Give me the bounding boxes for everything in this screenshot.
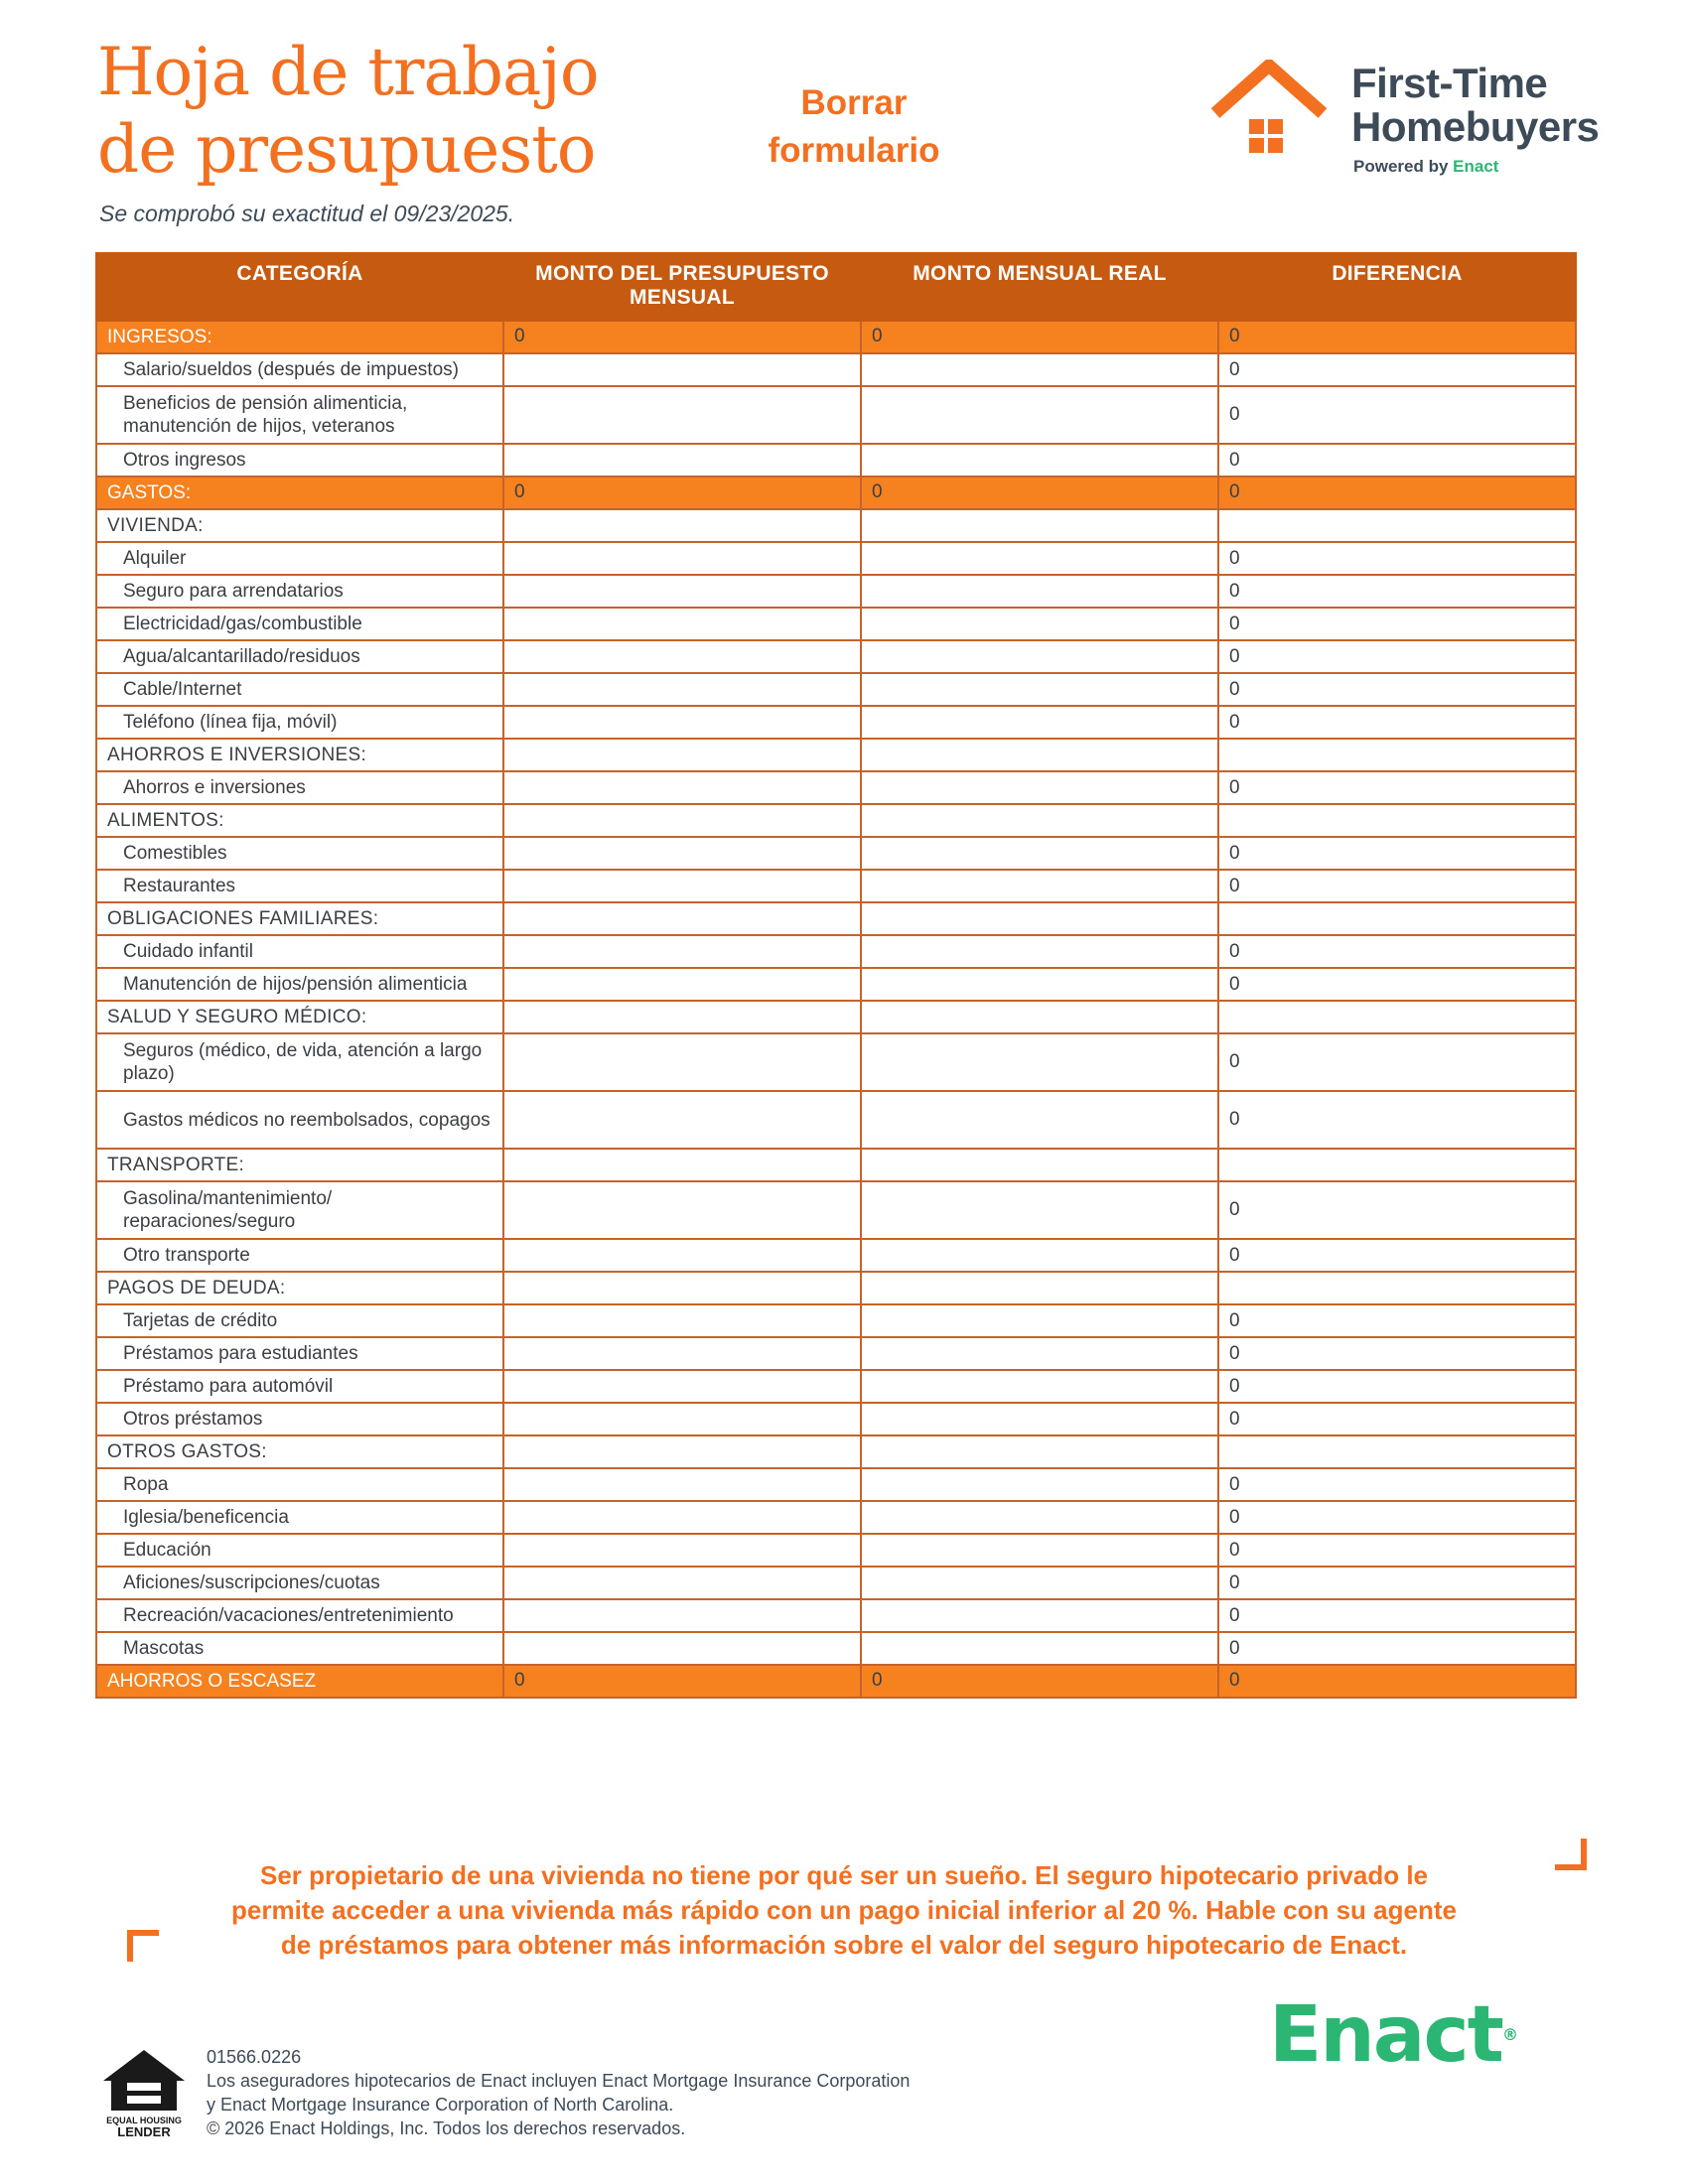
total-label: GASTOS:: [96, 477, 503, 509]
table-row: [96, 673, 1576, 706]
table-row: [96, 640, 1576, 673]
actual-cell[interactable]: [861, 1403, 1218, 1435]
difference-cell: 0: [1218, 575, 1576, 608]
table-row: [96, 1304, 1576, 1337]
section-label: OTROS GASTOS:: [96, 1435, 503, 1468]
table-row: [96, 968, 1576, 1001]
table-row: [96, 608, 1576, 640]
actual-cell[interactable]: [861, 935, 1218, 968]
table-row: [96, 1665, 1576, 1698]
table-row: [96, 1033, 1576, 1091]
row-label: Ahorros e inversiones: [96, 771, 503, 804]
table-row: [96, 706, 1576, 739]
promo-line-3: de préstamos para obtener más información sobre el valor del seguro hipotecario de Enact.: [280, 1930, 1408, 1960]
budget-cell[interactable]: [503, 1403, 861, 1435]
row-label: Beneficios de pensión alimenticia, manutención de hijos, veteranos: [96, 386, 503, 444]
row-label: Gastos médicos no reembolsados, copagos: [96, 1091, 503, 1149]
actual-cell: [861, 1001, 1218, 1033]
enact-logo-text: Enact: [1269, 1990, 1502, 2080]
budget-cell: 0: [503, 321, 861, 353]
actual-cell[interactable]: [861, 1091, 1218, 1149]
budget-cell: [503, 1435, 861, 1468]
table-row: [96, 1149, 1576, 1181]
budget-cell: [503, 1272, 861, 1304]
budget-cell[interactable]: [503, 968, 861, 1001]
actual-cell[interactable]: [861, 837, 1218, 870]
actual-cell[interactable]: [861, 968, 1218, 1001]
total-label: INGRESOS:: [96, 321, 503, 353]
row-label: Otros préstamos: [96, 1403, 503, 1435]
budget-cell: [503, 739, 861, 771]
section-label: VIVIENDA:: [96, 509, 503, 542]
row-label: Cuidado infantil: [96, 935, 503, 968]
table-row: [96, 353, 1576, 386]
column-header-category: CATEGORÍA: [96, 253, 503, 321]
table-row: [96, 1501, 1576, 1534]
table-row: [96, 1567, 1576, 1599]
column-header-difference: DIFERENCIA: [1218, 253, 1576, 321]
difference-cell: 0: [1218, 1468, 1576, 1501]
row-label: Restaurantes: [96, 870, 503, 902]
budget-cell[interactable]: [503, 444, 861, 477]
row-label: Cable/Internet: [96, 673, 503, 706]
row-label: Otro transporte: [96, 1239, 503, 1272]
table-row: [96, 1435, 1576, 1468]
section-label: ALIMENTOS:: [96, 804, 503, 837]
row-label: Iglesia/beneficencia: [96, 1501, 503, 1534]
row-label: Seguros (médico, de vida, atención a largo plazo): [96, 1033, 503, 1091]
first-time-homebuyers-logo: [1209, 58, 1626, 187]
difference-cell: 0: [1218, 477, 1576, 509]
difference-cell: 0: [1218, 870, 1576, 902]
difference-cell: 0: [1218, 1033, 1576, 1091]
difference-cell: 0: [1218, 1091, 1576, 1149]
table-row: [96, 1370, 1576, 1403]
promo-line-2: permite acceder a una vivienda más rápido con un pago inicial inferior al 20 %. Hable con su agente: [231, 1895, 1457, 1925]
budget-cell: [503, 1001, 861, 1033]
legal-line-3: © 2026 Enact Holdings, Inc. Todos los derechos reservados.: [207, 2118, 686, 2138]
budget-cell: [503, 509, 861, 542]
table-row: [96, 1272, 1576, 1304]
actual-cell: 0: [861, 477, 1218, 509]
actual-cell[interactable]: [861, 771, 1218, 804]
actual-cell[interactable]: [861, 640, 1218, 673]
row-label: Alquiler: [96, 542, 503, 575]
table-row: [96, 837, 1576, 870]
column-header-budget: MONTO DEL PRESUPUESTO MENSUAL: [503, 253, 861, 321]
actual-cell[interactable]: [861, 386, 1218, 444]
difference-cell: 0: [1218, 837, 1576, 870]
budget-cell: 0: [503, 477, 861, 509]
row-label: Mascotas: [96, 1632, 503, 1665]
row-label: Tarjetas de crédito: [96, 1304, 503, 1337]
difference-cell: [1218, 1001, 1576, 1033]
budget-cell[interactable]: [503, 935, 861, 968]
actual-cell[interactable]: [861, 1632, 1218, 1665]
difference-cell: 0: [1218, 1304, 1576, 1337]
actual-cell[interactable]: [861, 1501, 1218, 1534]
budget-cell[interactable]: [503, 1370, 861, 1403]
clear-form-button[interactable]: [735, 79, 973, 175]
budget-cell[interactable]: [503, 706, 861, 739]
difference-cell: 0: [1218, 968, 1576, 1001]
actual-cell[interactable]: [861, 353, 1218, 386]
powered-by-brand: Enact: [1453, 157, 1499, 176]
budget-cell[interactable]: [503, 542, 861, 575]
table-row: [96, 739, 1576, 771]
row-label: Seguro para arrendatarios: [96, 575, 503, 608]
row-label: Préstamos para estudiantes: [96, 1337, 503, 1370]
difference-cell: 0: [1218, 1665, 1576, 1698]
table-row: [96, 321, 1576, 353]
actual-cell: 0: [861, 321, 1218, 353]
difference-cell: 0: [1218, 386, 1576, 444]
total-label: AHORROS O ESCASEZ: [96, 1665, 503, 1698]
actual-cell: [861, 1272, 1218, 1304]
budget-cell[interactable]: [503, 608, 861, 640]
house-icon: [1209, 60, 1329, 159]
difference-cell: [1218, 739, 1576, 771]
difference-cell: 0: [1218, 1337, 1576, 1370]
table-row: [96, 386, 1576, 444]
actual-cell[interactable]: [861, 542, 1218, 575]
table-row: [96, 1403, 1576, 1435]
actual-cell[interactable]: [861, 1370, 1218, 1403]
difference-cell: 0: [1218, 1370, 1576, 1403]
difference-cell: 0: [1218, 771, 1576, 804]
actual-cell: [861, 509, 1218, 542]
difference-cell: 0: [1218, 321, 1576, 353]
table-row: [96, 575, 1576, 608]
budget-cell[interactable]: [503, 1239, 861, 1272]
table-row: [96, 542, 1576, 575]
budget-cell[interactable]: [503, 837, 861, 870]
title-line-2: de presupuesto: [97, 111, 596, 188]
table-row: [96, 477, 1576, 509]
table-row: [96, 1534, 1576, 1567]
brand-name-line-1: First-Time: [1351, 60, 1548, 106]
difference-cell: 0: [1218, 1181, 1576, 1239]
row-label: Agua/alcantarillado/residuos: [96, 640, 503, 673]
difference-cell: [1218, 1272, 1576, 1304]
difference-cell: [1218, 804, 1576, 837]
actual-cell[interactable]: [861, 575, 1218, 608]
table-row: [96, 870, 1576, 902]
table-row: [96, 509, 1576, 542]
table-row: [96, 1468, 1576, 1501]
difference-cell: [1218, 902, 1576, 935]
difference-cell: [1218, 509, 1576, 542]
row-label: Educación: [96, 1534, 503, 1567]
corner-bracket-top-right: [1555, 1839, 1587, 1870]
budget-cell[interactable]: [503, 1304, 861, 1337]
budget-cell[interactable]: [503, 353, 861, 386]
actual-cell[interactable]: [861, 1567, 1218, 1599]
table-row: [96, 1001, 1576, 1033]
budget-cell[interactable]: [503, 1337, 861, 1370]
budget-cell[interactable]: [503, 1033, 861, 1091]
actual-cell: [861, 902, 1218, 935]
actual-cell[interactable]: [861, 1033, 1218, 1091]
clear-form-label-2: formulario: [768, 131, 940, 170]
table-row: [96, 1239, 1576, 1272]
difference-cell: 0: [1218, 1599, 1576, 1632]
actual-cell[interactable]: [861, 1304, 1218, 1337]
difference-cell: 0: [1218, 640, 1576, 673]
equal-housing-lender-icon: [99, 2047, 189, 2138]
actual-cell: [861, 804, 1218, 837]
legal-notice: [207, 2045, 910, 2140]
table-row: [96, 771, 1576, 804]
difference-cell: 0: [1218, 444, 1576, 477]
column-header-actual: MONTO MENSUAL REAL: [861, 253, 1218, 321]
ehl-text-2: LENDER: [117, 2124, 171, 2138]
budget-cell[interactable]: [503, 1534, 861, 1567]
difference-cell: 0: [1218, 353, 1576, 386]
actual-cell[interactable]: [861, 706, 1218, 739]
difference-cell: [1218, 1149, 1576, 1181]
actual-cell[interactable]: [861, 1468, 1218, 1501]
table-row: [96, 902, 1576, 935]
table-row: [96, 1599, 1576, 1632]
budget-table-body: [96, 321, 1576, 1698]
budget-cell: [503, 902, 861, 935]
row-label: Préstamo para automóvil: [96, 1370, 503, 1403]
budget-cell[interactable]: [503, 575, 861, 608]
budget-cell[interactable]: [503, 1468, 861, 1501]
legal-line-2: y Enact Mortgage Insurance Corporation of North Carolina.: [207, 2095, 674, 2115]
row-label: Salario/sueldos (después de impuestos): [96, 353, 503, 386]
row-label: Manutención de hijos/pensión alimenticia: [96, 968, 503, 1001]
row-label: Gasolina/mantenimiento/ reparaciones/seguro: [96, 1181, 503, 1239]
budget-cell[interactable]: [503, 1091, 861, 1149]
difference-cell: 0: [1218, 1501, 1576, 1534]
promo-message: [199, 1858, 1489, 1963]
title-line-1: Hoja de trabajo: [97, 34, 599, 110]
clear-form-label-1: Borrar: [800, 83, 908, 122]
difference-cell: 0: [1218, 935, 1576, 968]
brand-name: [1351, 62, 1599, 149]
table-row: [96, 935, 1576, 968]
table-row: [96, 1337, 1576, 1370]
budget-cell[interactable]: [503, 1181, 861, 1239]
budget-table: [95, 252, 1577, 1699]
actual-cell[interactable]: [861, 1239, 1218, 1272]
difference-cell: 0: [1218, 706, 1576, 739]
ehl-text-1: EQUAL HOUSING: [106, 2116, 182, 2125]
section-label: OBLIGACIONES FAMILIARES:: [96, 902, 503, 935]
budget-cell[interactable]: [503, 1632, 861, 1665]
legal-line-1: Los aseguradores hipotecarios de Enact incluyen Enact Mortgage Insurance Corporation: [207, 2071, 911, 2091]
row-label: Ropa: [96, 1468, 503, 1501]
promo-line-1: Ser propietario de una vivienda no tiene por qué ser un sueño. El seguro hipotecario privado le: [259, 1860, 1429, 1890]
row-label: Recreación/vacaciones/entretenimiento: [96, 1599, 503, 1632]
budget-cell[interactable]: [503, 673, 861, 706]
budget-cell[interactable]: [503, 1599, 861, 1632]
actual-cell[interactable]: [861, 1534, 1218, 1567]
actual-cell: [861, 1149, 1218, 1181]
section-label: SALUD Y SEGURO MÉDICO:: [96, 1001, 503, 1033]
section-label: AHORROS E INVERSIONES:: [96, 739, 503, 771]
table-row: [96, 1181, 1576, 1239]
budget-cell: [503, 804, 861, 837]
row-label: Teléfono (línea fija, móvil): [96, 706, 503, 739]
page-title: [97, 34, 599, 189]
table-row: [96, 804, 1576, 837]
table-header-row: [96, 253, 1576, 321]
actual-cell[interactable]: [861, 1337, 1218, 1370]
actual-cell[interactable]: [861, 608, 1218, 640]
difference-cell: 0: [1218, 1403, 1576, 1435]
row-label: Electricidad/gas/combustible: [96, 608, 503, 640]
difference-cell: 0: [1218, 673, 1576, 706]
difference-cell: 0: [1218, 1567, 1576, 1599]
verified-date-note: Se comprobó su exactitud el 09/23/2025.: [99, 201, 515, 226]
row-label: Comestibles: [96, 837, 503, 870]
powered-by-label: Powered by: [1353, 157, 1449, 176]
budget-cell[interactable]: [503, 870, 861, 902]
powered-by: [1353, 157, 1498, 177]
budget-cell[interactable]: [503, 640, 861, 673]
actual-cell: 0: [861, 1665, 1218, 1698]
actual-cell[interactable]: [861, 673, 1218, 706]
actual-cell[interactable]: [861, 444, 1218, 477]
table-row: [96, 1091, 1576, 1149]
difference-cell: [1218, 1435, 1576, 1468]
budget-cell[interactable]: [503, 771, 861, 804]
table-row: [96, 1632, 1576, 1665]
enact-logo: [1269, 1990, 1518, 2080]
table-row: [96, 444, 1576, 477]
difference-cell: 0: [1218, 1534, 1576, 1567]
difference-cell: 0: [1218, 608, 1576, 640]
row-label: Otros ingresos: [96, 444, 503, 477]
section-label: PAGOS DE DEUDA:: [96, 1272, 503, 1304]
budget-cell[interactable]: [503, 1567, 861, 1599]
budget-cell[interactable]: [503, 386, 861, 444]
actual-cell: [861, 1435, 1218, 1468]
budget-cell: [503, 1149, 861, 1181]
document-code: 01566.0226: [207, 2047, 302, 2067]
budget-cell[interactable]: [503, 1501, 861, 1534]
actual-cell: [861, 739, 1218, 771]
difference-cell: 0: [1218, 542, 1576, 575]
difference-cell: 0: [1218, 1239, 1576, 1272]
row-label: Aficiones/suscripciones/cuotas: [96, 1567, 503, 1599]
actual-cell[interactable]: [861, 870, 1218, 902]
actual-cell[interactable]: [861, 1599, 1218, 1632]
brand-name-line-2: Homebuyers: [1351, 103, 1600, 150]
registered-mark-icon: ®: [1501, 2025, 1518, 2044]
budget-cell: 0: [503, 1665, 861, 1698]
corner-bracket-bottom-left: [127, 1930, 159, 1962]
difference-cell: 0: [1218, 1632, 1576, 1665]
actual-cell[interactable]: [861, 1181, 1218, 1239]
section-label: TRANSPORTE:: [96, 1149, 503, 1181]
